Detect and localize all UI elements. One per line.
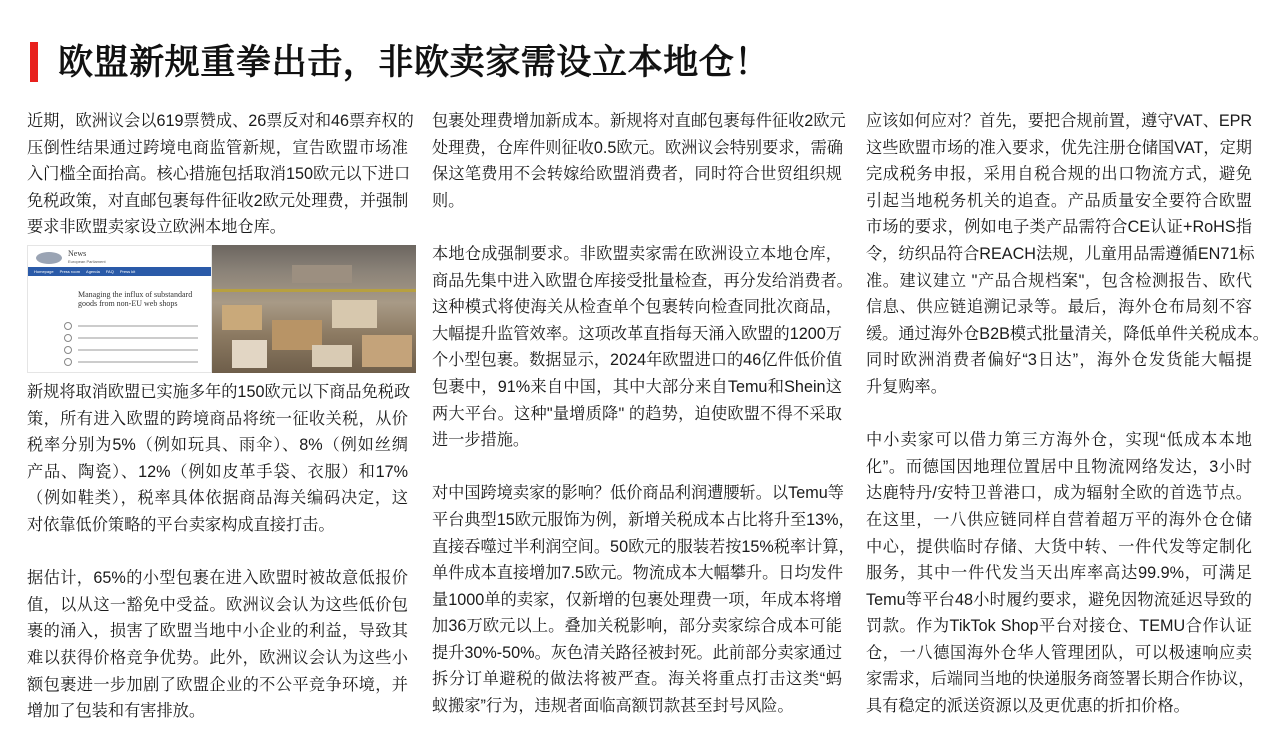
site-nav-item: Agenda — [86, 268, 100, 274]
site-nav-item: Homepage — [34, 268, 54, 274]
text-line: 拆分订单避税的做法将被严查。海关将重点打击这类“蚂 — [432, 670, 842, 689]
text-line: 入门槛全面抬高。核心措施包括取消150欧元以下进口 — [27, 165, 411, 184]
paragraph — [866, 427, 1255, 720]
text-line: 保这笔费用不会转嫁给欧盟消费者，同时符合世贸组织规 — [432, 165, 842, 184]
article-title: 欧盟新规重拳出击，非欧卖家需设立本地仓！ — [58, 43, 771, 82]
text-line: 量1000单的卖家，仅新增的包裹处理费一项，年成本将增 — [432, 590, 842, 609]
bullet-line — [78, 349, 198, 351]
text-line: 完成税务申报，采用自税合规的出口物流方式，避免 — [866, 165, 1252, 184]
site-nav — [28, 267, 212, 276]
text-line: 提升30%-50%。灰色清关路径被封死。此前部分卖家通过 — [432, 643, 843, 662]
text-line: 直接吞噬过半利润空间。50欧元的服装若按15%税率计算， — [432, 537, 855, 556]
text-line: 信息、供应链追溯记录等。最后，海外仓布局刻不容 — [866, 298, 1252, 317]
site-subtitle: European Parliament — [68, 258, 106, 264]
site-nav-item: Press room — [59, 268, 81, 274]
warehouse-parcels-photo — [212, 245, 416, 373]
text-line: 产品、陶瓷）、12%（例如皮革手袋、衣服）和17% — [27, 462, 408, 481]
text-line: 商品先集中进入欧盟仓库接受批量检查，再分发给消费者。 — [432, 271, 853, 290]
text-line: 家需求，后端同当地的快递服务商签署长期合作协议， — [866, 670, 1255, 689]
text-line: 在这里，一八供应链同样自营着超万平的海外仓仓储 — [866, 510, 1252, 529]
text-line: 裹的涌入，损害了欧盟当地中小企业的利益，导致其 — [27, 622, 408, 641]
bullet-line — [78, 325, 198, 327]
text-line: 这种模式将使海关从检查单个包裹转向检查同批次商品， — [432, 298, 842, 317]
site-name: News — [68, 248, 87, 258]
text-line: 服务，其中一件代发当天出库率高达99.9%，可满足 — [866, 564, 1252, 583]
text-line: 达鹿特丹/安特卫普港口，成为辐射全欧的首选节点。 — [866, 484, 1252, 503]
text-line: 平台典型15欧元服饰为例，新增关税成本占比将升至13%， — [432, 510, 855, 529]
text-line: 个小型包裹。数据显示，2024年欧盟进口的46亿件低价值 — [432, 351, 843, 370]
whatsapp-icon — [64, 358, 72, 366]
text-line: 单件成本直接增加7.5欧元。物流成本大幅攀升。日均发件 — [432, 564, 844, 583]
text-line: 中小卖家可以借力第三方海外仓，实现“低成本本地 — [866, 431, 1252, 450]
text-line: 近期，欧洲议会以619票赞成、26票反对和46票弃权的 — [27, 112, 414, 130]
linkedin-icon — [64, 346, 72, 354]
text-line: 对依靠低价策略的平台卖家构成直接打击。 — [27, 515, 335, 534]
text-line: 加36万欧元以上。叠加关税影响，部分卖家综合成本可能 — [432, 617, 842, 636]
text-line: 策，所有进入欧盟的跨境商品将统一征收关税，从价 — [27, 409, 408, 428]
text-line: 新规将取消欧盟已实施多年的150欧元以下商品免税政 — [27, 382, 411, 401]
text-line: 则。 — [432, 191, 465, 210]
text-line: 升复购率。 — [866, 377, 947, 396]
text-line: 应该如何应对？首先，要把合规前置，遵守VAT、EPR — [866, 112, 1253, 130]
text-line: 难以获得价格竞争优势。此外，欧洲议会认为这些小 — [27, 648, 408, 667]
text-line: 准。建议建立 "产品合规档案"，包含检测报告、欧代 — [866, 271, 1252, 290]
text-line: 引起当地税务机关的追查。产品质量安全要符合欧盟 — [866, 191, 1252, 210]
text-line: 增加了包装和有害排放。 — [27, 702, 206, 721]
column-2 — [432, 108, 855, 746]
paragraph — [432, 108, 846, 214]
text-line: 本地仓成强制要求。非欧盟卖家需在欧洲设立本地仓库， — [432, 244, 842, 263]
title-accent-bar — [30, 42, 38, 82]
text-line: 值，以从这一豁免中受益。欧洲议会认为这些低价包 — [27, 595, 408, 614]
paragraph — [27, 379, 411, 539]
column-3 — [866, 108, 1269, 746]
paragraph — [27, 565, 408, 725]
text-line: 税率分别为5%（例如玩具、雨伞）、8%（例如丝绸 — [27, 436, 408, 455]
facebook-icon — [64, 322, 72, 330]
text-line: 这些欧盟市场的准入要求，优先注册仓储国VAT，定期 — [866, 138, 1252, 157]
article-figure — [27, 245, 416, 373]
paragraph — [27, 108, 414, 241]
text-line: 市场的要求，例如电子类产品需符合CE认证+RoHS指 — [866, 218, 1252, 237]
eu-parliament-logo-icon — [36, 252, 62, 264]
text-line: 免税政策，对直邮包裹每件征收2欧元处理费，并强制 — [27, 191, 409, 210]
paragraph — [432, 241, 853, 454]
text-line: 对中国跨境卖家的影响？低价商品利润遭腰斩。以Temu等 — [432, 484, 844, 503]
bullet-line — [78, 361, 198, 363]
site-nav-item: FAQ — [105, 268, 114, 274]
text-line: 包裹中，91%来自中国，其中大部分来自Temu和Shein这 — [432, 377, 842, 396]
site-nav-item: Press kit — [119, 268, 136, 274]
news-headline: Managing the influx of substandard goods from non-EU web shops — [78, 289, 193, 308]
text-line: 缓。通过海外仓B2B模式批量清关，降低单件关税成本。 — [866, 324, 1269, 343]
text-line: 包裹处理费增加新成本。新规将对直邮包裹每件征收2欧元 — [432, 112, 846, 130]
text-line: 具有稳定的派送资源以及更优惠的折扣价格。 — [866, 697, 1190, 716]
text-line: 进一步措施。 — [432, 431, 530, 450]
text-line: 令，纺织品符合REACH法规，儿童用品需遵循EN71标 — [866, 244, 1255, 263]
paragraph — [866, 108, 1269, 401]
text-line: 中心，提供临时存储、大货中转、一件代发等定制化 — [866, 537, 1252, 556]
text-line: 罚款。作为TikTok Shop平台对接仓、TEMU合作认证 — [866, 617, 1252, 636]
twitter-icon — [64, 334, 72, 342]
text-line: 蚁搬家”行为，违规者面临高额罚款甚至封号风险。 — [432, 697, 794, 716]
paragraph — [432, 480, 855, 719]
text-line: 两大平台。这种"量增质降" 的趋势，迫使欧盟不得不采取 — [432, 404, 842, 423]
text-line: 化”。而德国因地理位置居中且物流网络发达，3小时 — [866, 457, 1252, 476]
eu-parliament-news-screenshot — [27, 245, 212, 373]
text-line: 据估计，65%的小型包裹在进入欧盟时被故意低报价 — [27, 569, 408, 588]
text-line: 同时欧洲消费者偏好“3日达”，海外仓发货能大幅提 — [866, 351, 1252, 370]
bullet-line — [78, 337, 198, 339]
column-1 — [27, 108, 414, 751]
text-line: 要求非欧盟卖家设立欧洲本地仓库。 — [27, 218, 286, 237]
text-line: 大幅提升监管效率。这项改革直指每天涌入欧盟的1200万 — [432, 324, 842, 343]
text-line: 压倒性结果通过跨境电商监管新规，宣告欧盟市场准 — [27, 138, 408, 157]
text-line: 仓，一八德国海外仓华人管理团队，可以极速响应卖 — [866, 643, 1252, 662]
text-line: 处理费，仓库件则征收0.5欧元。欧洲议会特别要求，需确 — [432, 138, 844, 157]
text-line: 额包裹进一步加剧了欧盟企业的不公平竞争环境，并 — [27, 675, 408, 694]
text-line: Temu等平台48小时履约要求，避免因物流延迟导致的 — [866, 590, 1252, 609]
text-line: （例如鞋类），税率具体依据商品海关编码决定，这 — [27, 489, 408, 508]
